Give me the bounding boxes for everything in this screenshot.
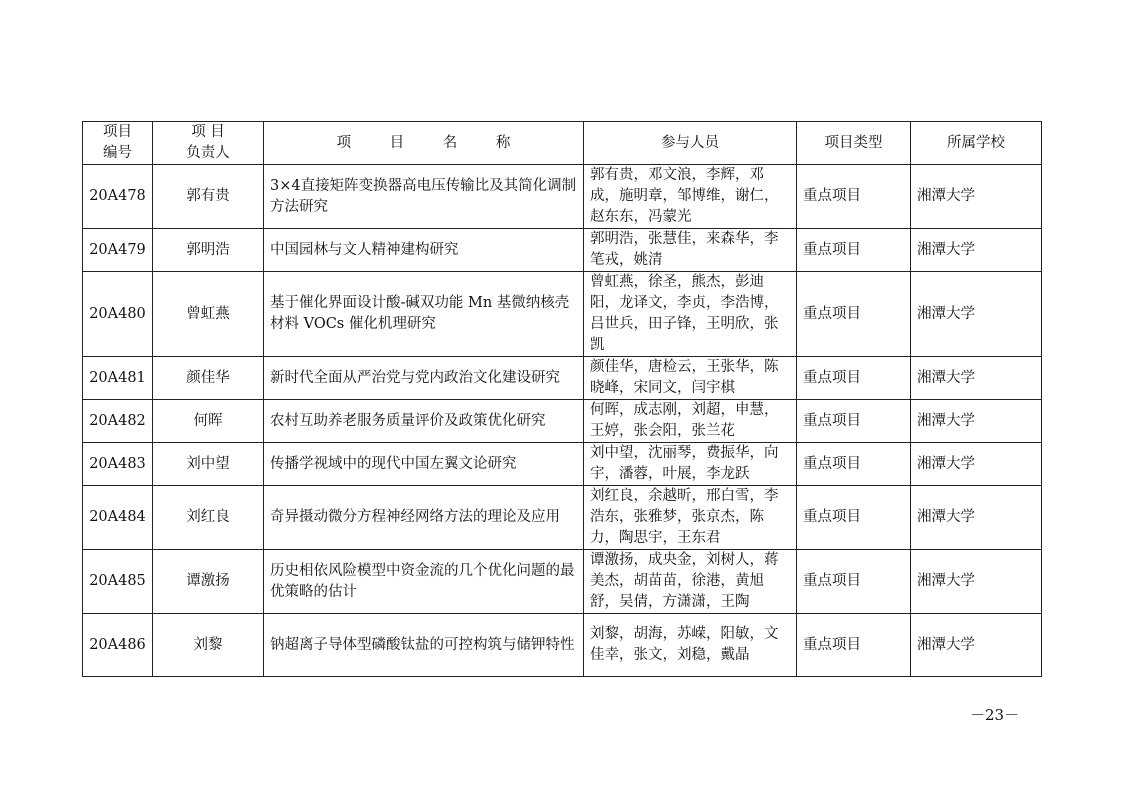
- project-type: 重点项目: [797, 165, 911, 229]
- project-people: 刘中望，沈丽琴，费振华，向宇，潘蓉，叶展，李龙跃: [584, 443, 797, 486]
- project-leader: 曾虹燕: [153, 272, 264, 357]
- project-people: 颜佳华，唐检云，王张华，陈晓峰，宋同文，闫宇棋: [584, 357, 797, 400]
- project-school: 湘潭大学: [911, 272, 1042, 357]
- project-table: [82, 121, 1042, 677]
- project-leader: 刘中望: [153, 443, 264, 486]
- project-leader: 郭明浩: [153, 229, 264, 272]
- table-row: [83, 400, 1042, 443]
- project-type: 重点项目: [797, 400, 911, 443]
- project-school: 湘潭大学: [911, 614, 1042, 677]
- project-people: 谭激扬，成央金，刘树人，蒋美杰，胡苗苗，徐港，黄旭舒，吴倩，方潇潇，王陶: [584, 550, 797, 614]
- project-leader: 郭有贵: [153, 165, 264, 229]
- project-name: 基于催化界面设计酸-碱双功能 Mn 基微纳核壳材料 VOCs 催化机理研究: [264, 272, 584, 357]
- table-row: [83, 486, 1042, 550]
- project-name: 奇异摄动微分方程神经网络方法的理论及应用: [264, 486, 584, 550]
- project-code: 20A482: [83, 400, 153, 443]
- table-row: [83, 443, 1042, 486]
- project-leader: 刘黎: [153, 614, 264, 677]
- project-school: 湘潭大学: [911, 400, 1042, 443]
- header-code: 项目 编号: [83, 122, 153, 165]
- project-people: 曾虹燕，徐圣，熊杰，彭迪阳，龙译文，李贞，李浩博，吕世兵，田子锋，王明欣，张凯: [584, 272, 797, 357]
- project-type: 重点项目: [797, 443, 911, 486]
- project-people: 何晖，成志刚，刘超，申慧，王婷，张会阳，张兰花: [584, 400, 797, 443]
- project-school: 湘潭大学: [911, 357, 1042, 400]
- project-school: 湘潭大学: [911, 443, 1042, 486]
- project-school: 湘潭大学: [911, 550, 1042, 614]
- project-code: 20A479: [83, 229, 153, 272]
- project-leader: 刘红良: [153, 486, 264, 550]
- project-people: 刘红良，余越昕，邢白雪，李浩东，张雅梦，张京杰，陈力，陶思宇，王东君: [584, 486, 797, 550]
- project-code: 20A484: [83, 486, 153, 550]
- project-type: 重点项目: [797, 550, 911, 614]
- header-leader: 项 目 负责人: [153, 122, 264, 165]
- table-row: [83, 550, 1042, 614]
- project-name: 传播学视域中的现代中国左翼文论研究: [264, 443, 584, 486]
- project-people: 郭明浩，张慧佳，来森华，李笔戎，姚清: [584, 229, 797, 272]
- table-row: [83, 357, 1042, 400]
- page-number: －23－: [970, 706, 1020, 724]
- project-name: 3×4直接矩阵变换器高电压传输比及其简化调制方法研究: [264, 165, 584, 229]
- header-people: 参与人员: [584, 122, 797, 165]
- table-row: [83, 229, 1042, 272]
- table-header-row: [83, 122, 1042, 165]
- project-code: 20A478: [83, 165, 153, 229]
- project-school: 湘潭大学: [911, 229, 1042, 272]
- project-name: 钠超离子导体型磷酸钛盐的可控构筑与储钾特性: [264, 614, 584, 677]
- header-type: 项目类型: [797, 122, 911, 165]
- project-type: 重点项目: [797, 486, 911, 550]
- project-name: 中国园林与文人精神建构研究: [264, 229, 584, 272]
- project-leader: 颜佳华: [153, 357, 264, 400]
- project-code: 20A485: [83, 550, 153, 614]
- project-type: 重点项目: [797, 357, 911, 400]
- project-name: 历史相依风险模型中资金流的几个优化问题的最优策略的估计: [264, 550, 584, 614]
- project-school: 湘潭大学: [911, 486, 1042, 550]
- project-type: 重点项目: [797, 272, 911, 357]
- project-people: 郭有贵，邓文浪，李辉，邓成，施明章，邹博维，谢仁，赵东东，冯蒙光: [584, 165, 797, 229]
- project-type: 重点项目: [797, 229, 911, 272]
- header-name: 项 目 名 称: [264, 122, 584, 165]
- project-code: 20A483: [83, 443, 153, 486]
- table-row: [83, 165, 1042, 229]
- project-code: 20A481: [83, 357, 153, 400]
- table-row: [83, 614, 1042, 677]
- table-row: [83, 272, 1042, 357]
- project-name: 新时代全面从严治党与党内政治文化建设研究: [264, 357, 584, 400]
- project-code: 20A480: [83, 272, 153, 357]
- project-leader: 何晖: [153, 400, 264, 443]
- project-people: 刘黎，胡海，苏嵘，阳敏，文佳幸，张文，刘稳，戴晶: [584, 614, 797, 677]
- project-school: 湘潭大学: [911, 165, 1042, 229]
- header-school: 所属学校: [911, 122, 1042, 165]
- project-code: 20A486: [83, 614, 153, 677]
- project-name: 农村互助养老服务质量评价及政策优化研究: [264, 400, 584, 443]
- project-type: 重点项目: [797, 614, 911, 677]
- project-leader: 谭激扬: [153, 550, 264, 614]
